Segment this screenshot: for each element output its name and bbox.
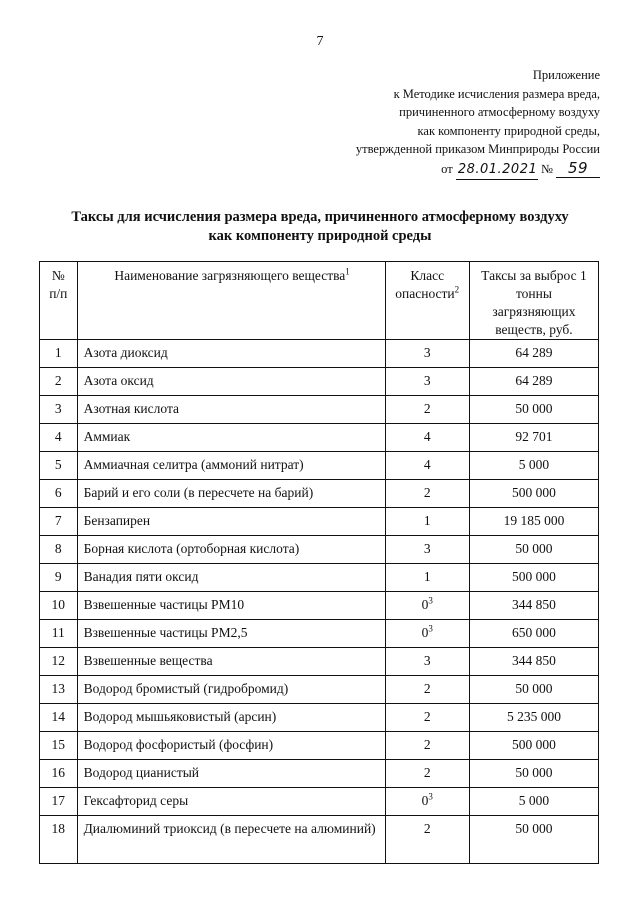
- footnote-ref: 3: [428, 595, 433, 606]
- tax-value: 500 000: [469, 564, 598, 592]
- hazard-class: 1: [385, 564, 469, 592]
- hazard-class: 2: [385, 480, 469, 508]
- row-number: 15: [40, 732, 78, 760]
- tax-table: [39, 261, 599, 864]
- substance-name: Борная кислота (ортоборная кислота): [77, 536, 385, 564]
- hazard-class: $0^3$: [385, 620, 469, 648]
- document-title: [0, 208, 640, 246]
- table-row: [40, 368, 599, 396]
- hazard-class: 1: [385, 508, 469, 536]
- tax-value: 500 000: [469, 480, 598, 508]
- substance-name: Гексафторид серы: [77, 788, 385, 816]
- hazard-class: $0^3$: [385, 592, 469, 620]
- date-value: 28.01.2021: [456, 161, 538, 181]
- table-row: [40, 508, 599, 536]
- hazard-class: 2: [385, 676, 469, 704]
- substance-name: Бензапирен: [77, 508, 385, 536]
- footnote-ref: 3: [428, 623, 433, 634]
- substance-name: Водород цианистый: [77, 760, 385, 788]
- appendix-date-line: [356, 159, 600, 181]
- appendix-line: как компоненту природной среды,: [417, 123, 600, 138]
- row-number: 1: [40, 340, 78, 368]
- table-row: [40, 452, 599, 480]
- tax-value: 5 000: [469, 452, 598, 480]
- title-line-1: Таксы для исчисления размера вреда, причиненного атмосферному воздуху: [71, 209, 569, 225]
- substance-name: Азота оксид: [77, 368, 385, 396]
- table-row: [40, 788, 599, 816]
- substance-name: Диалюминий триоксид (в пересчете на алюминий): [77, 816, 385, 864]
- substance-name: Взвешенные частицы PM2,5: [77, 620, 385, 648]
- row-number: 2: [40, 368, 78, 396]
- row-number: 8: [40, 536, 78, 564]
- table-row: [40, 648, 599, 676]
- hazard-class: 4: [385, 452, 469, 480]
- row-number: 14: [40, 704, 78, 732]
- row-number: 4: [40, 424, 78, 452]
- appendix-line: к Методике исчисления размера вреда,: [393, 86, 600, 101]
- table-row: [40, 676, 599, 704]
- footnote-ref: 3: [428, 791, 433, 802]
- tax-value: 650 000: [469, 620, 598, 648]
- substance-name: Азотная кислота: [77, 396, 385, 424]
- row-number: 18: [40, 816, 78, 864]
- substance-name: Ванадия пяти оксид: [77, 564, 385, 592]
- appendix-line: утвержденной приказом Минприроды России: [355, 142, 600, 156]
- row-number: 12: [40, 648, 78, 676]
- tax-value: 50 000: [469, 536, 598, 564]
- substance-name: Взвешенные вещества: [77, 648, 385, 676]
- substance-name: Взвешенные частицы PM10: [77, 592, 385, 620]
- hazard-class: $0^3$: [385, 788, 469, 816]
- table-row: [40, 396, 599, 424]
- number-value: 59: [556, 159, 600, 179]
- tax-value: 92 701: [469, 424, 598, 452]
- row-number: 13: [40, 676, 78, 704]
- hazard-class: 3: [385, 648, 469, 676]
- header-num: № п/п: [40, 262, 78, 340]
- row-number: 5: [40, 452, 78, 480]
- table-row: [40, 592, 599, 620]
- table-row: [40, 620, 599, 648]
- appendix-line: причиненного атмосферному воздуху: [399, 105, 600, 119]
- substance-name: Азота диоксид: [77, 340, 385, 368]
- row-number: 6: [40, 480, 78, 508]
- row-number: 3: [40, 396, 78, 424]
- table-row: [40, 564, 599, 592]
- title-line-2: как компоненту природной среды: [208, 228, 432, 244]
- row-number: 9: [40, 564, 78, 592]
- hazard-class: 3: [385, 340, 469, 368]
- row-number: 17: [40, 788, 78, 816]
- hazard-class: 2: [385, 816, 469, 864]
- tax-value: 19 185 000: [469, 508, 598, 536]
- table-row: [40, 536, 599, 564]
- hazard-class: 2: [385, 732, 469, 760]
- hazard-class: 2: [385, 396, 469, 424]
- appendix-line: Приложение: [532, 68, 600, 82]
- tax-value: 344 850: [469, 648, 598, 676]
- substance-name: Аммиак: [77, 424, 385, 452]
- row-number: 11: [40, 620, 78, 648]
- appendix-block: [356, 66, 600, 180]
- row-number: 16: [40, 760, 78, 788]
- tax-value: 50 000: [469, 396, 598, 424]
- tax-value: 50 000: [469, 676, 598, 704]
- table-row: [40, 340, 599, 368]
- table-header-row: [40, 262, 599, 340]
- tax-value: 5 235 000: [469, 704, 598, 732]
- row-number: 10: [40, 592, 78, 620]
- tax-value: 5 000: [469, 788, 598, 816]
- tax-value: 64 289: [469, 340, 598, 368]
- substance-name: Аммиачная селитра (аммоний нитрат): [77, 452, 385, 480]
- header-tax: Таксы за выброс 1 тонны загрязняющих веществ, руб.: [469, 262, 598, 340]
- substance-name: Водород бромистый (гидробромид): [77, 676, 385, 704]
- substance-name: Барий и его соли (в пересчете на барий): [77, 480, 385, 508]
- number-prefix: №: [540, 161, 553, 176]
- date-prefix: от: [441, 161, 453, 176]
- hazard-class: 2: [385, 760, 469, 788]
- tax-value: 64 289: [469, 368, 598, 396]
- header-name: Наименование загрязняющего вещества$^1$: [77, 262, 385, 340]
- tax-value: 50 000: [469, 816, 598, 864]
- table-row: [40, 732, 599, 760]
- page-number: 7: [316, 34, 324, 49]
- table-row: [40, 760, 599, 788]
- table-row: [40, 704, 599, 732]
- hazard-class: 3: [385, 536, 469, 564]
- substance-name: Водород фосфористый (фосфин): [77, 732, 385, 760]
- hazard-class: 2: [385, 704, 469, 732]
- header-class: Класс опасности$^2$: [385, 262, 469, 340]
- table-row: [40, 480, 599, 508]
- table-row: [40, 816, 599, 864]
- tax-value: 344 850: [469, 592, 598, 620]
- table-row: [40, 424, 599, 452]
- substance-name: Водород мышьяковистый (арсин): [77, 704, 385, 732]
- hazard-class: 4: [385, 424, 469, 452]
- tax-value: 500 000: [469, 732, 598, 760]
- row-number: 7: [40, 508, 78, 536]
- hazard-class: 3: [385, 368, 469, 396]
- tax-value: 50 000: [469, 760, 598, 788]
